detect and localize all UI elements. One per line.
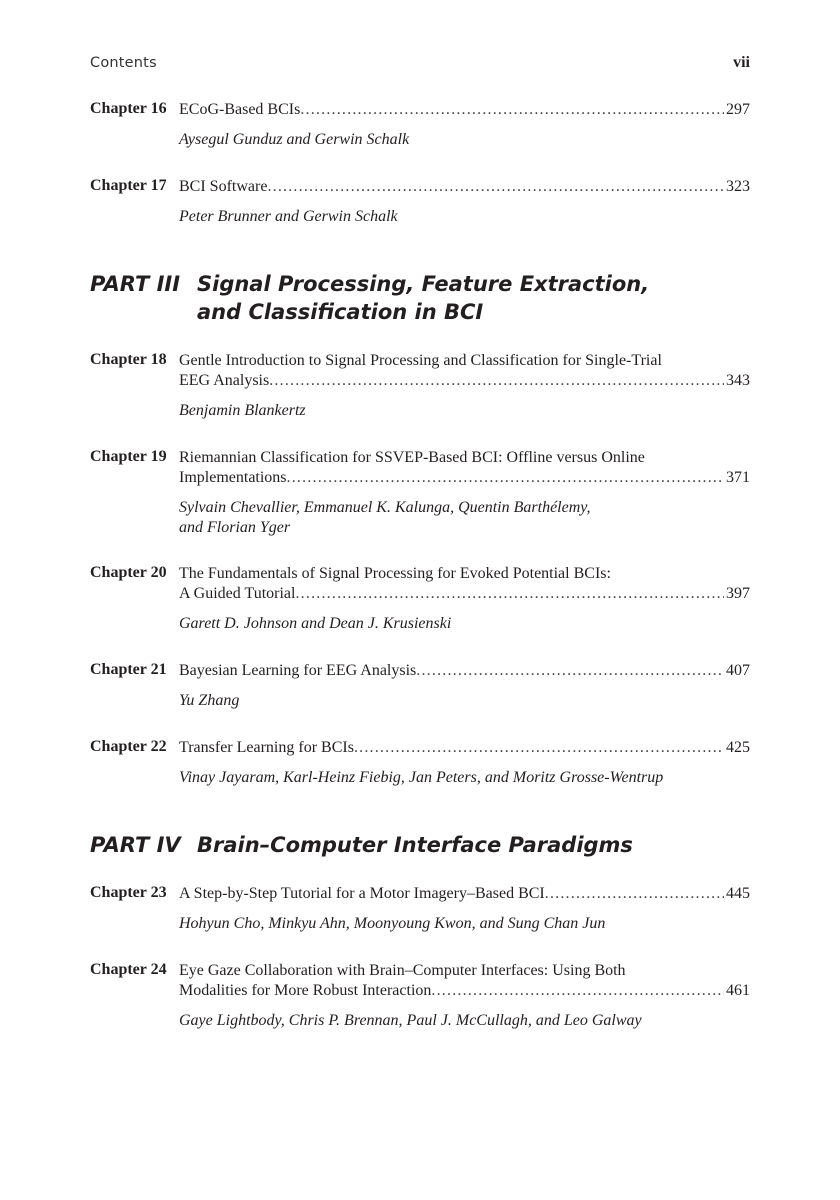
part-title [197,270,750,326]
toc-entry-chapter-24 [90,961,750,1031]
author-line: Aysegul Gunduz and Gerwin Schalk [179,131,410,148]
chapter-authors [179,614,750,634]
chapter-title-text: Implementations [179,469,287,486]
part-heading-iv [90,831,750,859]
page-number: 397 [726,585,750,602]
chapter-title [179,981,750,1001]
chapter-title-line: Gentle Introduction to Signal Processing and Classification for Single-Trial [179,352,662,369]
chapter-title [179,738,750,758]
toc-entry-chapter-23 [90,884,750,934]
dot-leader [416,661,724,681]
part-title-line: and Classification in BCI [197,300,484,324]
toc-entry-chapter-16 [90,100,750,150]
author-line: Sylvain Chevallier, Emmanuel K. Kalunga, Quentin Barthélemy, [179,499,591,516]
chapter-title-text: BCI Software [179,178,268,195]
chapter-label: Chapter 16 [90,100,167,117]
chapter-label: Chapter 18 [90,351,167,368]
chapter-title-text: A Step-by-Step Tutorial for a Motor Imagery–Based BCI [179,885,545,902]
toc-entry-chapter-21 [90,661,750,711]
chapter-title [179,371,750,391]
chapter-label: Chapter 20 [90,564,167,581]
toc-entry-chapter-19 [90,448,750,538]
part-heading-iii [90,270,750,326]
part-title-line: Brain–Computer Interface Paradigms [197,833,633,857]
chapter-title [179,100,750,120]
page-number: 461 [726,982,750,999]
dot-leader [295,584,724,604]
author-line: Gaye Lightbody, Chris P. Brennan, Paul J. McCullagh, and Leo Galway [179,1012,642,1029]
page-number: 407 [726,662,750,679]
part-title [197,831,750,859]
chapter-authors [179,498,750,538]
chapter-title-text: EEG Analysis [179,372,270,389]
dot-leader [431,981,724,1001]
chapter-title-line: The Fundamentals of Signal Processing for Evoked Potential BCIs: [179,565,611,582]
dot-leader [545,884,724,904]
author-line: Vinay Jayaram, Karl-Heinz Fiebig, Jan Peters, and Moritz Grosse-Wentrup [179,769,664,786]
author-line: Garett D. Johnson and Dean J. Krusienski [179,615,452,632]
chapter-authors [179,130,750,150]
part-title-line: Signal Processing, Feature Extraction, [197,272,650,296]
part-label: PART IV [90,833,181,857]
chapter-title-text: Bayesian Learning for EEG Analysis [179,662,417,679]
chapter-authors [179,914,750,934]
part-label: PART III [90,272,181,296]
chapter-label: Chapter 24 [90,961,167,978]
toc-entry-chapter-22 [90,738,750,788]
dot-leader [267,177,724,197]
chapter-title [179,884,750,904]
chapter-label: Chapter 21 [90,661,167,678]
dot-leader [269,371,724,391]
toc-entry-chapter-20 [90,564,750,634]
chapter-title [179,584,750,604]
author-line: Benjamin Blankertz [179,402,306,419]
chapter-authors [179,768,750,788]
chapter-title [179,177,750,197]
chapter-title-text: A Guided Tutorial [179,585,296,602]
header-page-number: vii [733,54,750,71]
page-number: 371 [726,469,750,486]
author-line: and Florian Yger [179,519,291,536]
chapter-title-text: ECoG-Based BCIs [179,101,301,118]
author-line: Hohyun Cho, Minkyu Ahn, Moonyoung Kwon, and Sung Chan Jun [179,915,606,932]
page-number: 445 [726,885,750,902]
page-number: 425 [726,739,750,756]
page-number: 297 [726,101,750,118]
page-number: 343 [726,372,750,389]
chapter-title-text: Transfer Learning for BCIs [179,739,354,756]
toc-entry-chapter-17 [90,177,750,227]
page-number: 323 [726,178,750,195]
chapter-authors [179,207,750,227]
author-line: Yu Zhang [179,692,240,709]
chapter-authors [179,1011,750,1031]
chapter-label: Chapter 19 [90,448,167,465]
chapter-label: Chapter 23 [90,884,167,901]
header-section: Contents [90,55,157,71]
chapter-label: Chapter 22 [90,738,167,755]
author-line: Peter Brunner and Gerwin Schalk [179,208,398,225]
chapter-title-text: Modalities for More Robust Interaction [179,982,432,999]
toc-entry-chapter-18 [90,351,750,421]
chapter-authors [179,691,750,711]
dot-leader [354,738,724,758]
dot-leader [287,468,724,488]
chapter-title [179,468,750,488]
chapter-title [179,661,750,681]
dot-leader [300,100,724,120]
chapter-authors [179,401,750,421]
chapter-title-line: Eye Gaze Collaboration with Brain–Computer Interfaces: Using Both [179,962,626,979]
chapter-label: Chapter 17 [90,177,167,194]
chapter-title-line: Riemannian Classification for SSVEP-Based BCI: Offline versus Online [179,449,645,466]
running-header [90,55,750,75]
